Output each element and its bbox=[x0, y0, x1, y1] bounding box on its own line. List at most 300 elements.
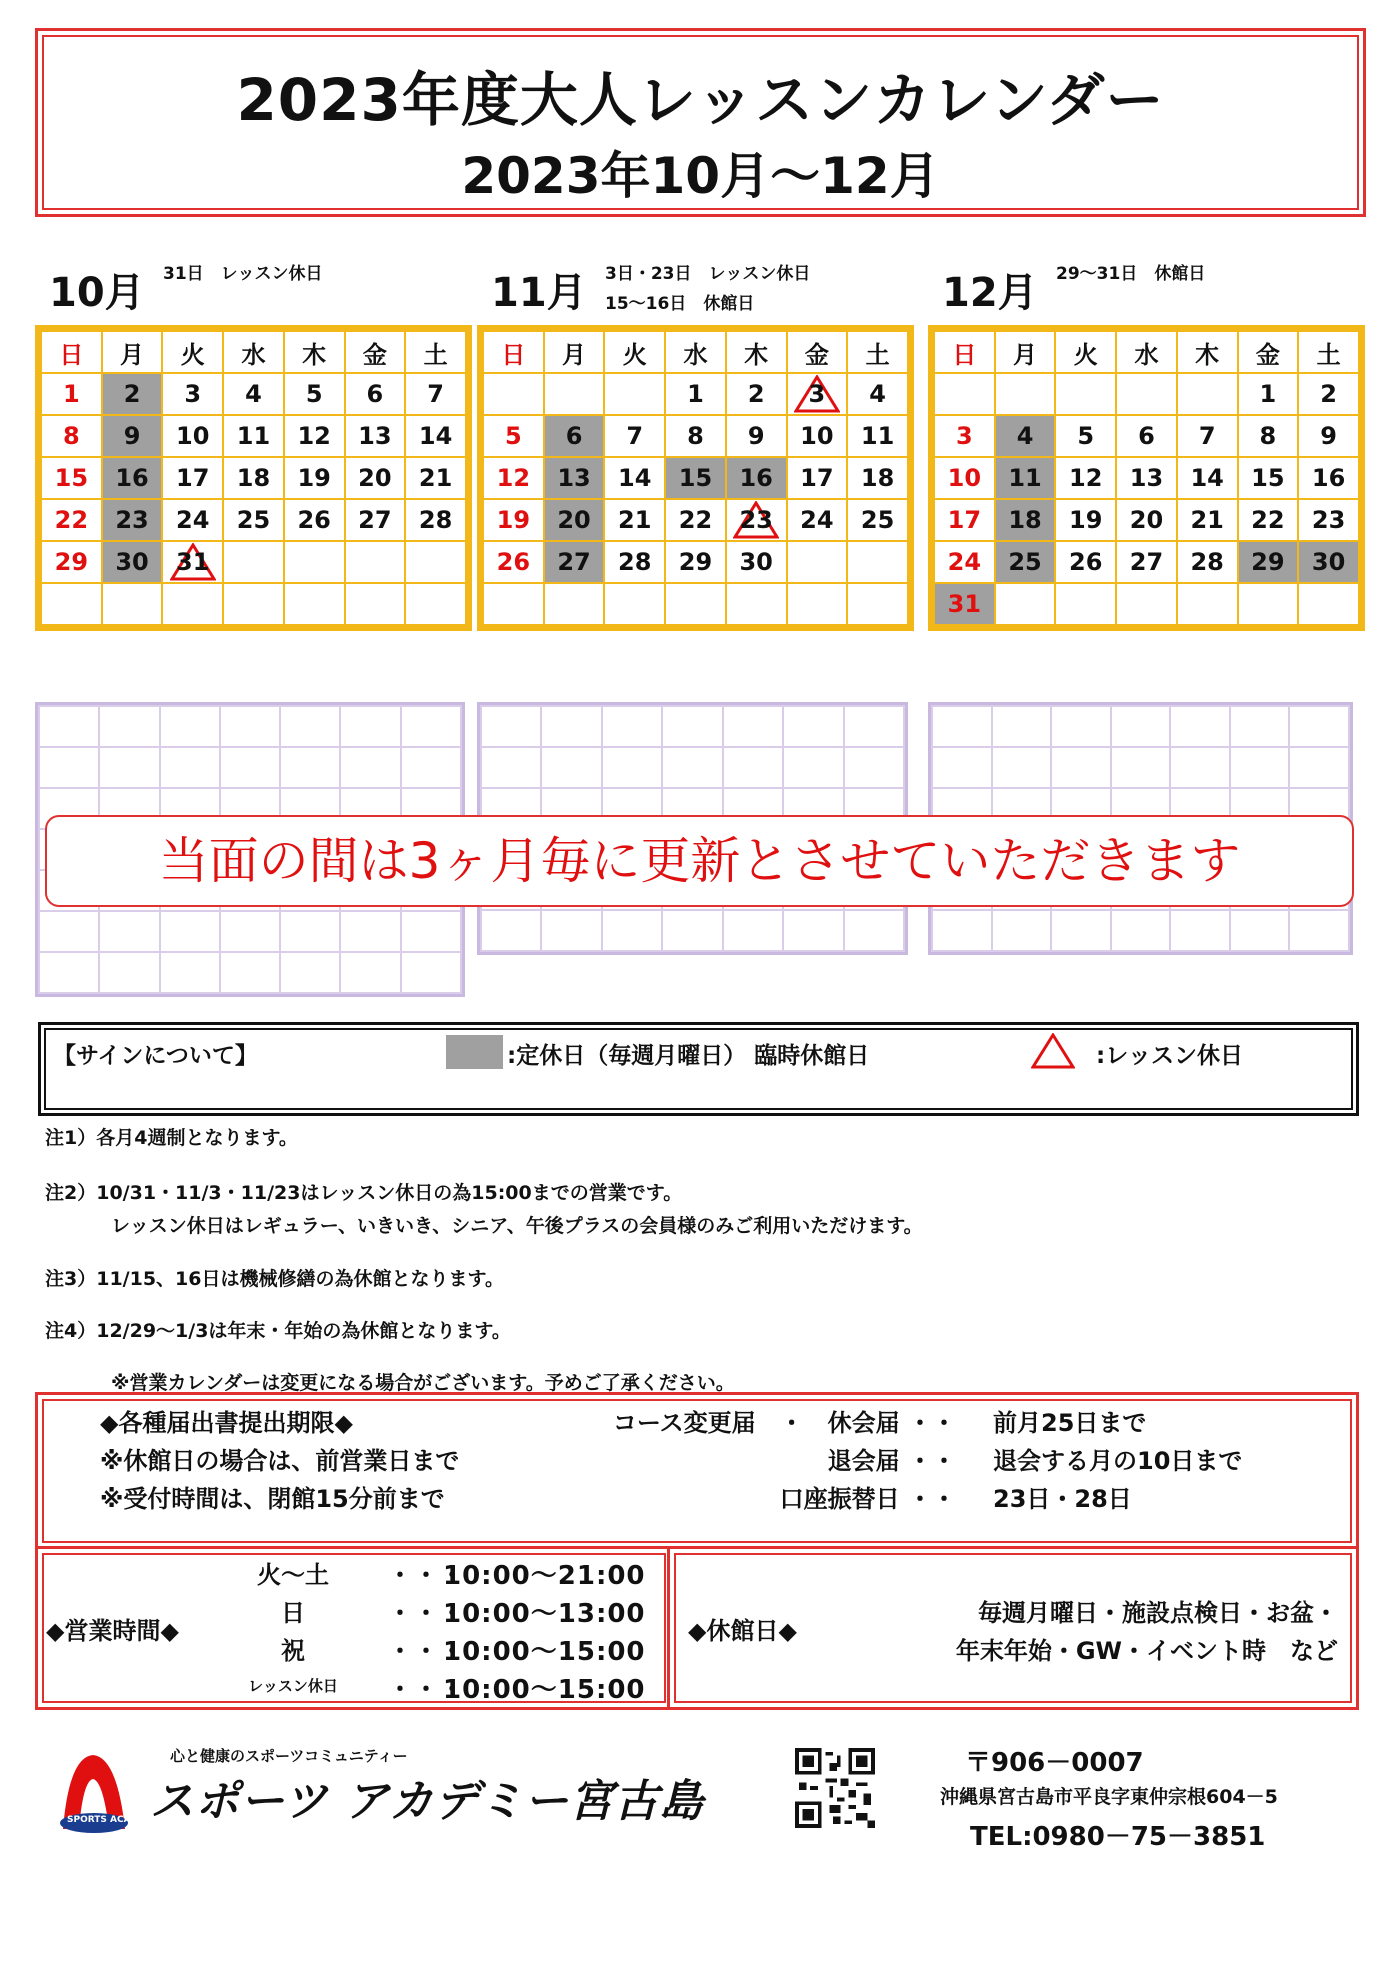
day-cell bbox=[726, 457, 787, 499]
day-number: 26 bbox=[1069, 548, 1103, 576]
triangle-meaning: :レッスン休日 bbox=[1096, 1043, 1243, 1069]
day-cell bbox=[41, 499, 102, 541]
hours-row bbox=[238, 1593, 658, 1631]
hours-dots: ・・・ bbox=[388, 1637, 466, 1665]
day-number: 17 bbox=[800, 464, 834, 492]
page-title: 2023年度大人レッスンカレンダー bbox=[236, 66, 1165, 134]
note-2-text: 注2）10/31・11/3・11/23はレッスン休日の為15:00までの営業です。 bbox=[45, 1182, 683, 1204]
day-number: 24 bbox=[176, 506, 210, 534]
day-cell bbox=[665, 541, 726, 583]
empty-cell bbox=[345, 583, 406, 625]
day-cell bbox=[934, 457, 995, 499]
note-2 bbox=[45, 1178, 923, 1238]
day-cell bbox=[41, 541, 102, 583]
day-number: 21 bbox=[418, 464, 453, 492]
day-number: 11 bbox=[1008, 464, 1042, 492]
telephone: TEL:0980－75－3851 bbox=[970, 1822, 1266, 1852]
logo-text: スポーツ アカデミー宮古島 bbox=[150, 1776, 705, 1827]
empty-grid-cell bbox=[662, 706, 722, 747]
day-cell bbox=[345, 415, 406, 457]
day-cell bbox=[995, 499, 1056, 541]
withdrawal-label: 退会届 ・・ bbox=[827, 1447, 956, 1475]
day-cell bbox=[787, 457, 848, 499]
day-number: 24 bbox=[800, 506, 834, 534]
day-cell bbox=[787, 499, 848, 541]
closed-days bbox=[667, 1546, 1359, 1710]
day-cell bbox=[405, 499, 466, 541]
day-cell bbox=[604, 415, 665, 457]
day-cell bbox=[102, 415, 163, 457]
day-cell bbox=[102, 499, 163, 541]
empty-grid-cell bbox=[662, 910, 722, 951]
day-number: 19 bbox=[297, 464, 331, 492]
empty-cell bbox=[787, 541, 848, 583]
day-cell bbox=[787, 415, 848, 457]
empty-cell bbox=[1238, 583, 1299, 625]
day-number: 25 bbox=[236, 506, 271, 534]
day-cell bbox=[284, 415, 345, 457]
day-number: 13 bbox=[557, 464, 591, 492]
day-number: 7 bbox=[1198, 422, 1216, 450]
hours-row bbox=[238, 1631, 658, 1669]
empty-grid-cell bbox=[220, 911, 280, 952]
day-number: 6 bbox=[565, 422, 583, 450]
empty-grid-cell bbox=[1170, 747, 1230, 788]
day-cell bbox=[405, 415, 466, 457]
empty-grid-cell bbox=[99, 706, 159, 747]
empty-grid-cell bbox=[160, 706, 220, 747]
day-cell bbox=[544, 415, 605, 457]
empty-grid-cell bbox=[39, 706, 99, 747]
weekday-header: 日 bbox=[483, 331, 544, 373]
debit-label: 口座振替日 ・・ bbox=[779, 1485, 956, 1513]
tagline: 心と健康のスポーツコミュニティー bbox=[170, 1747, 408, 1765]
hours-time: 10:00～15:00 bbox=[443, 1675, 646, 1705]
day-number: 14 bbox=[618, 464, 652, 492]
day-number: 13 bbox=[1129, 464, 1164, 492]
day-cell bbox=[1116, 415, 1177, 457]
note-3: 注3）11/15、16日は機械修繕の為休館となります。 bbox=[45, 1268, 504, 1290]
month-december bbox=[928, 255, 1365, 618]
empty-grid-cell bbox=[844, 706, 904, 747]
weekday-header: 土 bbox=[405, 331, 466, 373]
withdrawal-value: 退会する月の10日まで bbox=[993, 1447, 1243, 1475]
day-cell bbox=[1298, 373, 1359, 415]
empty-grid-cell bbox=[280, 747, 340, 788]
empty-grid-cell bbox=[280, 706, 340, 747]
day-number: 4 bbox=[869, 380, 886, 408]
weekday-header: 日 bbox=[41, 331, 102, 373]
note-5: ※営業カレンダーは変更になる場合がございます。予めご了承ください。 bbox=[111, 1372, 735, 1394]
day-number: 25 bbox=[1008, 548, 1042, 576]
empty-grid-cell bbox=[541, 910, 601, 951]
empty-grid-cell bbox=[1289, 706, 1349, 747]
day-number: 20 bbox=[557, 506, 591, 534]
day-cell bbox=[847, 457, 908, 499]
day-cell bbox=[1177, 415, 1238, 457]
day-number: 1 bbox=[63, 380, 80, 408]
empty-cell bbox=[223, 541, 284, 583]
weekday-header: 水 bbox=[1116, 331, 1177, 373]
deadlines-heading: ◆各種届出書提出期限◆ bbox=[100, 1409, 353, 1437]
day-number: 26 bbox=[297, 506, 331, 534]
note-4: 注4）12/29～1/3は年末・年始の為休館となります。 bbox=[45, 1320, 511, 1342]
day-number: 19 bbox=[496, 506, 531, 534]
day-number: 4 bbox=[245, 380, 262, 408]
day-cell bbox=[223, 499, 284, 541]
day-number: 25 bbox=[860, 506, 895, 534]
empty-grid-cell bbox=[1111, 910, 1171, 951]
day-number: 3 bbox=[184, 380, 202, 408]
day-cell bbox=[284, 457, 345, 499]
day-number: 10 bbox=[947, 464, 982, 492]
month-name: 12月 bbox=[942, 270, 1038, 316]
hours-label: ◆営業時間◆ bbox=[46, 1617, 179, 1645]
day-cell bbox=[934, 499, 995, 541]
course-change-value: 前月25日まで bbox=[993, 1409, 1147, 1437]
day-cell bbox=[1238, 373, 1299, 415]
page-subtitle: 2023年10月～12月 bbox=[461, 147, 940, 205]
empty-grid-cell bbox=[1170, 706, 1230, 747]
day-cell bbox=[1298, 541, 1359, 583]
deadlines-line3: ※受付時間は、閉館15分前まで bbox=[100, 1485, 445, 1513]
day-cell bbox=[847, 499, 908, 541]
day-number: 12 bbox=[496, 464, 531, 492]
day-number: 8 bbox=[687, 422, 704, 450]
day-cell bbox=[1238, 415, 1299, 457]
day-cell bbox=[345, 373, 406, 415]
weekday-header: 火 bbox=[604, 331, 665, 373]
day-cell bbox=[995, 415, 1056, 457]
day-cell bbox=[1298, 415, 1359, 457]
empty-cell bbox=[483, 583, 544, 625]
day-number: 13 bbox=[358, 422, 392, 450]
hours-time: 10:00～21:00 bbox=[443, 1561, 646, 1591]
empty-grid-cell bbox=[602, 706, 662, 747]
empty-grid-cell bbox=[723, 747, 783, 788]
day-number: 22 bbox=[1251, 506, 1285, 534]
day-number: 7 bbox=[427, 380, 444, 408]
empty-grid-cell bbox=[723, 910, 783, 951]
day-cell bbox=[162, 541, 223, 583]
day-number: 23 bbox=[1311, 506, 1346, 534]
empty-grid-cell bbox=[99, 952, 159, 993]
empty-grid-cell bbox=[280, 911, 340, 952]
hours-day: 日 bbox=[281, 1599, 305, 1627]
triangle-icon bbox=[1031, 1033, 1075, 1069]
empty-cell bbox=[102, 583, 163, 625]
day-cell bbox=[1116, 457, 1177, 499]
hours-time: 10:00～15:00 bbox=[443, 1637, 646, 1667]
day-cell bbox=[726, 499, 787, 541]
empty-cell bbox=[995, 583, 1056, 625]
empty-grid-cell bbox=[99, 747, 159, 788]
calendar-grid bbox=[35, 325, 472, 631]
day-cell bbox=[41, 373, 102, 415]
empty-grid-cell bbox=[401, 706, 461, 747]
note-2-sub: レッスン休日はレギュラー、いきいき、シニア、午後プラスの会員様のみご利用いただけます。 bbox=[111, 1215, 923, 1237]
empty-cell bbox=[1055, 583, 1116, 625]
qr-code[interactable] bbox=[795, 1748, 875, 1828]
empty-grid-cell bbox=[662, 747, 722, 788]
hours-dots: ・・・ bbox=[388, 1599, 466, 1627]
day-number: 31 bbox=[947, 590, 982, 618]
empty-grid-cell bbox=[1111, 747, 1171, 788]
month-name: 11月 bbox=[491, 270, 587, 316]
day-cell bbox=[1116, 499, 1177, 541]
empty-grid-cell bbox=[39, 952, 99, 993]
weekday-header: 金 bbox=[345, 331, 406, 373]
day-number: 2 bbox=[1320, 380, 1337, 408]
empty-cell bbox=[223, 583, 284, 625]
empty-cell bbox=[544, 583, 605, 625]
empty-grid-cell bbox=[280, 952, 340, 993]
day-cell bbox=[483, 541, 544, 583]
empty-cell bbox=[345, 541, 406, 583]
day-cell bbox=[995, 541, 1056, 583]
day-number: 8 bbox=[63, 422, 80, 450]
empty-cell bbox=[284, 583, 345, 625]
address: 沖縄県宮古島市平良字東仲宗根604－5 bbox=[940, 1786, 1278, 1808]
day-number: 28 bbox=[618, 548, 652, 576]
closed-line2: 年末年始・GW・イベント時 など bbox=[955, 1637, 1338, 1665]
day-number: 6 bbox=[1138, 422, 1155, 450]
day-cell bbox=[847, 415, 908, 457]
weekday-header: 日 bbox=[934, 331, 995, 373]
day-cell bbox=[284, 499, 345, 541]
logo-small-text: SPORTS ACADEMY bbox=[67, 1815, 160, 1825]
empty-grid-cell bbox=[220, 952, 280, 993]
empty-cell bbox=[665, 583, 726, 625]
day-cell bbox=[162, 499, 223, 541]
course-change-label: コース変更届 ・ 休会届 ・・ bbox=[612, 1409, 956, 1437]
day-cell bbox=[787, 373, 848, 415]
hours-time: 10:00～13:00 bbox=[443, 1599, 646, 1629]
day-number: 8 bbox=[1259, 422, 1277, 450]
empty-grid-cell bbox=[932, 747, 992, 788]
empty-grid-cell bbox=[783, 706, 843, 747]
day-number: 9 bbox=[1320, 422, 1337, 450]
weekday-header: 土 bbox=[1298, 331, 1359, 373]
weekday-header: 月 bbox=[995, 331, 1056, 373]
hours-dots: ・・・ bbox=[388, 1675, 466, 1703]
day-number: 22 bbox=[678, 506, 713, 534]
empty-grid-cell bbox=[844, 910, 904, 951]
empty-grid-cell bbox=[401, 747, 461, 788]
weekday-header: 金 bbox=[787, 331, 848, 373]
day-number: 10 bbox=[176, 422, 210, 450]
day-cell bbox=[665, 499, 726, 541]
empty-cell bbox=[284, 541, 345, 583]
weekday-header: 火 bbox=[162, 331, 223, 373]
day-number: 20 bbox=[358, 464, 392, 492]
empty-grid-cell bbox=[992, 706, 1052, 747]
day-cell bbox=[223, 457, 284, 499]
day-cell bbox=[544, 457, 605, 499]
empty-grid-cell bbox=[481, 747, 541, 788]
empty-grid-cell bbox=[1051, 747, 1111, 788]
day-cell bbox=[162, 373, 223, 415]
empty-cell bbox=[787, 583, 848, 625]
empty-grid-cell bbox=[160, 747, 220, 788]
gray-swatch bbox=[446, 1035, 503, 1069]
day-number: 10 bbox=[800, 422, 834, 450]
day-number: 22 bbox=[54, 506, 89, 534]
day-number: 30 bbox=[1311, 548, 1346, 576]
day-cell bbox=[223, 373, 284, 415]
day-cell bbox=[995, 457, 1056, 499]
empty-grid-cell bbox=[783, 910, 843, 951]
business-hours bbox=[35, 1546, 673, 1710]
day-number: 27 bbox=[358, 506, 392, 534]
day-cell bbox=[405, 457, 466, 499]
empty-cell bbox=[1116, 583, 1177, 625]
month-name: 10月 bbox=[49, 270, 145, 316]
sign-label: 【サインについて】 bbox=[53, 1043, 258, 1069]
empty-cell bbox=[1177, 583, 1238, 625]
day-number: 30 bbox=[739, 548, 773, 576]
deadlines-line2: ※休館日の場合は、前営業日まで bbox=[100, 1447, 460, 1475]
day-cell bbox=[405, 373, 466, 415]
empty-grid-cell bbox=[1230, 747, 1290, 788]
day-number: 5 bbox=[1077, 422, 1095, 450]
day-number: 11 bbox=[860, 422, 895, 450]
day-cell bbox=[1238, 541, 1299, 583]
day-number: 6 bbox=[366, 380, 384, 408]
day-cell bbox=[483, 415, 544, 457]
day-cell bbox=[604, 457, 665, 499]
day-cell bbox=[1177, 457, 1238, 499]
empty-grid-cell bbox=[160, 952, 220, 993]
hours-row bbox=[238, 1669, 658, 1707]
day-cell bbox=[934, 541, 995, 583]
empty-cell bbox=[162, 583, 223, 625]
day-number: 31 bbox=[176, 548, 210, 576]
empty-cell bbox=[1116, 373, 1177, 415]
postal-code: 〒906－0007 bbox=[965, 1748, 1144, 1778]
day-number: 12 bbox=[297, 422, 331, 450]
day-number: 2 bbox=[747, 380, 765, 408]
day-cell bbox=[604, 541, 665, 583]
day-number: 14 bbox=[418, 422, 453, 450]
day-number: 16 bbox=[115, 464, 149, 492]
day-number: 1 bbox=[1259, 380, 1277, 408]
month-note: 29～31日 休館日 bbox=[1056, 264, 1206, 284]
day-number: 12 bbox=[1069, 464, 1103, 492]
empty-grid-cell bbox=[1289, 910, 1349, 951]
day-cell bbox=[665, 373, 726, 415]
month-november bbox=[477, 255, 914, 576]
weekday-header: 月 bbox=[102, 331, 163, 373]
day-cell bbox=[345, 457, 406, 499]
day-cell bbox=[223, 415, 284, 457]
day-number: 29 bbox=[1251, 548, 1285, 576]
day-cell bbox=[1055, 415, 1116, 457]
closed-line1: 毎週月曜日・施設点検日・お盆・ bbox=[978, 1599, 1338, 1627]
day-cell bbox=[665, 415, 726, 457]
day-cell bbox=[162, 457, 223, 499]
month-header bbox=[477, 255, 914, 325]
empty-grid-cell bbox=[541, 706, 601, 747]
day-cell bbox=[847, 373, 908, 415]
empty-grid-cell bbox=[1170, 910, 1230, 951]
month-header bbox=[928, 255, 1365, 325]
day-number: 30 bbox=[115, 548, 149, 576]
day-cell bbox=[1177, 541, 1238, 583]
calendar-grid bbox=[477, 325, 914, 631]
day-number: 15 bbox=[54, 464, 89, 492]
empty-grid-cell bbox=[602, 747, 662, 788]
submission-deadlines bbox=[35, 1392, 1359, 1550]
day-cell bbox=[1055, 499, 1116, 541]
sign-legend bbox=[38, 1022, 1359, 1116]
empty-cell bbox=[544, 373, 605, 415]
day-number: 16 bbox=[1311, 464, 1346, 492]
month-note: 31日 レッスン休日 bbox=[163, 264, 323, 284]
empty-cell bbox=[405, 541, 466, 583]
empty-cell bbox=[483, 373, 544, 415]
day-number: 18 bbox=[236, 464, 271, 492]
weekday-header: 月 bbox=[544, 331, 605, 373]
day-number: 29 bbox=[678, 548, 713, 576]
day-number: 5 bbox=[305, 380, 323, 408]
empty-cell bbox=[934, 373, 995, 415]
empty-grid-cell bbox=[541, 747, 601, 788]
day-cell bbox=[1298, 499, 1359, 541]
empty-grid-cell bbox=[992, 747, 1052, 788]
empty-grid-cell bbox=[481, 910, 541, 951]
hours-row bbox=[238, 1555, 658, 1593]
day-number: 14 bbox=[1190, 464, 1224, 492]
day-cell bbox=[726, 373, 787, 415]
day-cell bbox=[102, 541, 163, 583]
day-cell bbox=[934, 583, 995, 625]
hours-dots: ・・・ bbox=[388, 1561, 466, 1589]
weekday-header: 水 bbox=[223, 331, 284, 373]
empty-grid-cell bbox=[39, 911, 99, 952]
day-cell bbox=[665, 457, 726, 499]
day-cell bbox=[726, 541, 787, 583]
day-number: 29 bbox=[54, 548, 89, 576]
day-number: 3 bbox=[956, 422, 973, 450]
month-note: 3日・23日 レッスン休日 15～16日 休館日 bbox=[605, 264, 811, 314]
empty-cell bbox=[604, 373, 665, 415]
empty-grid-cell bbox=[340, 911, 400, 952]
empty-grid-cell bbox=[783, 747, 843, 788]
day-number: 9 bbox=[747, 422, 765, 450]
day-number: 9 bbox=[123, 422, 141, 450]
day-number: 23 bbox=[115, 506, 149, 534]
empty-cell bbox=[405, 583, 466, 625]
empty-cell bbox=[726, 583, 787, 625]
empty-grid-cell bbox=[99, 911, 159, 952]
day-cell bbox=[41, 457, 102, 499]
gray-meaning: :定休日（毎週月曜日） 臨時休館日 bbox=[507, 1043, 870, 1069]
empty-grid-cell bbox=[1051, 910, 1111, 951]
day-cell bbox=[483, 499, 544, 541]
day-number: 21 bbox=[618, 506, 652, 534]
empty-grid-cell bbox=[160, 911, 220, 952]
day-cell bbox=[544, 499, 605, 541]
day-cell bbox=[1055, 541, 1116, 583]
title-box bbox=[35, 28, 1366, 217]
day-cell bbox=[1116, 541, 1177, 583]
day-cell bbox=[934, 415, 995, 457]
closed-label: ◆休館日◆ bbox=[688, 1617, 797, 1645]
day-number: 11 bbox=[236, 422, 271, 450]
empty-grid-cell bbox=[602, 910, 662, 951]
empty-grid-cell bbox=[39, 747, 99, 788]
